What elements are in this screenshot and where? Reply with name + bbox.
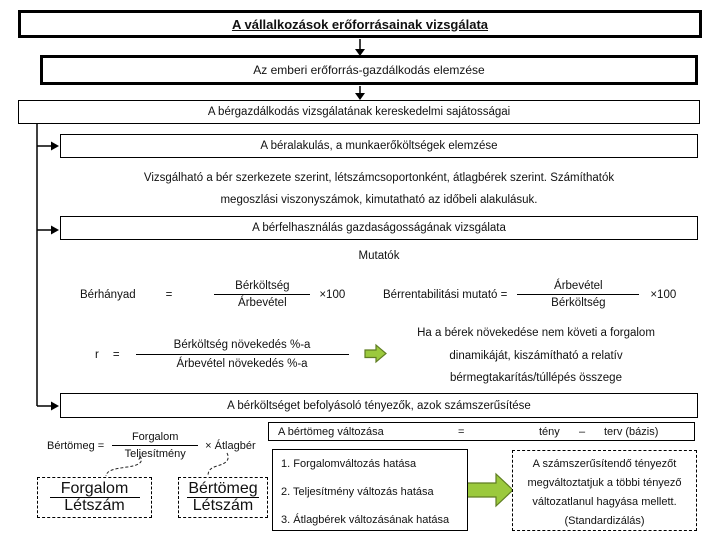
wage-mass-label: Bértömeg =	[47, 439, 105, 452]
multiplier-x100: ×100	[319, 288, 346, 301]
fact-value: tény	[539, 425, 560, 438]
wage-profitability-fraction	[517, 279, 639, 310]
wage-structure-paragraph	[60, 167, 698, 211]
wage-profitability-label: Bérrentabilitási mutató =	[383, 288, 508, 301]
wage-factors-label: A bérköltséget befolyásoló tényezők, azok számszerűsítése	[227, 399, 531, 412]
fraction-denominator: Árbevétel	[214, 294, 310, 310]
paragraph-line-1: Vizsgálható a bér szerkezete szerint, létszámcsoportonként, átlagbérek szerint. Számíthatók	[143, 172, 615, 184]
r-note-line-1: Ha a bérek növekedése nem követi a forgalom	[417, 327, 655, 339]
wage-management-label: A bérgazdálkodás vizsgálatának kereskedelmi sajátosságai	[207, 106, 511, 118]
wagemass-headcount-fraction	[187, 482, 259, 513]
wage-formation-box	[60, 134, 698, 158]
minus-sign: –	[579, 425, 586, 438]
multiplier-x100: ×100	[650, 288, 677, 301]
standardization-arrow-icon	[464, 474, 513, 506]
fraction-denominator: Létszám	[50, 497, 140, 513]
relative-saving-note	[400, 322, 672, 390]
effect-item-2: 2. Teljesítmény változás hatása	[281, 486, 434, 498]
human-resources-label: Az emberi erőforrás-gazdálkodás elemzése	[253, 63, 485, 77]
r-note-line-2: dinamikáját, kiszámítható a relatív	[449, 349, 623, 362]
plan-value: terv (bázis)	[604, 425, 659, 438]
standardization-line-4: (Standardizálás)	[564, 515, 645, 527]
result-arrow-icon	[365, 345, 386, 362]
wage-ratio-formula	[80, 279, 345, 310]
wage-mass-formula	[47, 430, 256, 461]
equals-sign: =	[458, 425, 465, 438]
arrow-down-icon	[355, 93, 365, 100]
fraction-denominator: Létszám	[187, 497, 259, 513]
equals-sign: =	[165, 288, 173, 301]
standardization-line-3: változatlanul hagyása mellett.	[532, 496, 677, 508]
wage-factors-box	[60, 393, 698, 418]
fraction-numerator: Bérköltség növekedés %-a	[173, 339, 311, 351]
equals-sign: =	[112, 348, 120, 361]
fraction-denominator: Teljesítmény	[112, 445, 198, 461]
effects-list-box	[272, 449, 468, 531]
page-title: A vállalkozások erőforrásainak vizsgálata	[231, 16, 489, 32]
effect-item-3: 3. Átlagbérek változásának hatása	[281, 514, 450, 526]
turnover-per-headcount-box	[37, 477, 152, 518]
standardization-line-2: megváltoztatjuk a többi tényező	[527, 477, 682, 489]
wage-management-box	[18, 100, 700, 124]
wage-profitability-formula	[383, 279, 676, 310]
fraction-numerator: Forgalom	[60, 480, 129, 497]
standardization-note-box	[512, 450, 697, 531]
fraction-numerator: Bérköltség	[235, 280, 290, 292]
wage-ratio-label: Bérhányad	[80, 288, 136, 301]
r-index-fraction	[136, 337, 349, 372]
wage-efficiency-box	[60, 216, 698, 240]
turnover-headcount-fraction	[50, 482, 140, 513]
wagemass-per-headcount-box	[178, 477, 268, 518]
title-box	[18, 10, 702, 38]
fraction-numerator: Forgalom	[131, 431, 179, 443]
wagemass-change-box	[268, 422, 695, 441]
wage-formation-label: A béralakulás, a munkaerőköltségek elemzése	[260, 140, 498, 152]
paragraph-line-2: megoszlási viszonyszámok, kimutatható az időbeli alakulásuk.	[220, 194, 538, 206]
wage-mass-fraction	[112, 430, 198, 461]
standardization-line-1: A számszerűsítendő tényezőt	[532, 458, 677, 470]
indicators-heading: Mutatók	[358, 250, 400, 262]
fraction-denominator: Bérköltség	[517, 294, 639, 310]
r-index-label: r	[95, 348, 99, 361]
fraction-denominator: Árbevétel növekedés %-a	[136, 354, 349, 372]
human-resources-box	[40, 55, 698, 85]
arrow-right-icon	[51, 402, 59, 411]
arrow-right-icon	[51, 142, 59, 151]
r-note-line-3: bérmegtakarítás/túllépés összege	[450, 372, 622, 384]
multiplier-avgwage: × Átlagbér	[205, 439, 256, 452]
wage-efficiency-label: A bérfelhasználás gazdaságosságának vizsgálata	[252, 222, 506, 234]
arrow-right-icon	[51, 226, 59, 235]
wage-ratio-fraction	[214, 279, 310, 310]
fraction-numerator: Bértömeg	[188, 480, 258, 497]
fraction-numerator: Árbevétel	[554, 280, 603, 292]
effect-item-1: 1. Forgalomváltozás hatása	[281, 458, 417, 470]
r-index-formula	[95, 337, 349, 372]
change-equation-label: A bértömeg változása	[278, 425, 384, 438]
